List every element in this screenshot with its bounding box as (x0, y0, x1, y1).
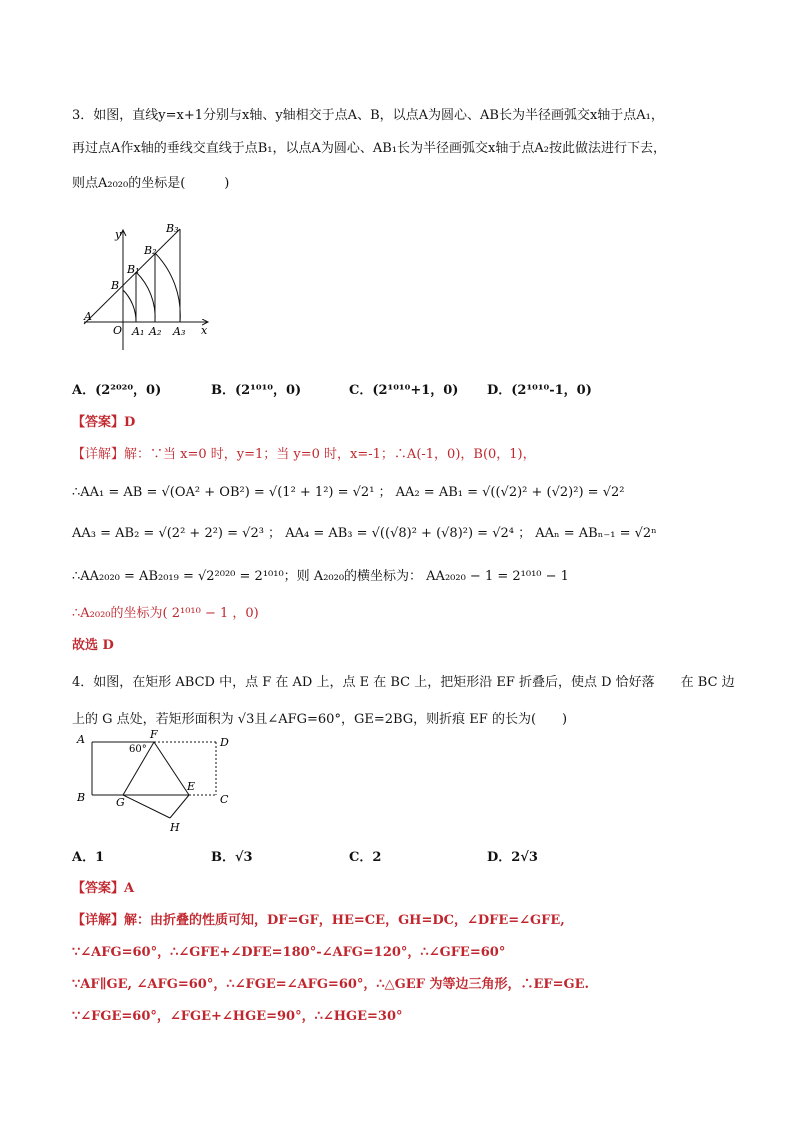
q3-line2: 再过点A作x轴的垂线交直线于点B₁，以点A为圆心、AB₁长为半径画弧交x轴于点A₂按此做法进行下去， (72, 141, 666, 156)
q3-arc-3 (155, 253, 180, 322)
q3-option-c[interactable]: C．(2¹⁰¹⁰+1，0) (349, 383, 459, 398)
q4-label-F: F (150, 728, 158, 741)
q4-label-A: A (77, 733, 85, 746)
q4-solution-3: ∵AF∥GE, ∠AFG=60°，∴∠FGE=∠AFG=60°，∴△GEF 为等边三角形，∴EF=GE. (72, 977, 590, 992)
q4-label-angle: 60° (129, 744, 147, 755)
q4-solution-1: 【详解】解：由折叠的性质可知，DF=GF，HE=CE，GH=DC，∠DFE=∠GFE, (72, 913, 565, 928)
q3-option-b[interactable]: B．(2¹⁰¹⁰，0) (211, 383, 302, 398)
q3-label-A2: A₂ (149, 325, 162, 338)
q3-solution-1: 【详解】解：∵当 x=0 时，y=1；当 y=0 时，x=-1；∴A(-1，0)，B(0，1)， (72, 447, 536, 462)
q4-option-b[interactable]: B．√3 (211, 850, 253, 865)
q3-label-B1: B₁ (127, 263, 140, 276)
q4-figure (74, 728, 244, 838)
q4-label-B: B (77, 791, 86, 804)
q3-label-A3: A₃ (173, 325, 186, 338)
q3-solution-5: ∴A₂₀₂₀的坐标为( 2¹⁰¹⁰ − 1 ，0) (72, 606, 259, 621)
q3-label-A: A (84, 310, 92, 323)
q3-label-B2: B₂ (144, 244, 157, 257)
q3-arc-2 (136, 272, 155, 322)
q4-answer: 【答案】A (72, 881, 135, 896)
q4-solution-2: ∵∠AFG=60°，∴∠GFE+∠DFE=180°-∠AFG=120°，∴∠GFE=60° (72, 945, 506, 960)
q4-label-E: E (187, 780, 196, 793)
q4-option-a[interactable]: A．1 (72, 850, 105, 865)
q3-arc-1 (123, 290, 136, 322)
q3-label-y: y (115, 228, 122, 241)
q4-seg-gh (123, 795, 170, 818)
q3-line3: 则点A₂₀₂₀的坐标是( ) (72, 176, 230, 191)
q4-seg-eh (170, 795, 189, 818)
q4-label-C: C (220, 793, 229, 806)
q3-answer: 【答案】D (72, 415, 136, 430)
q4-option-d[interactable]: D．2√3 (487, 850, 538, 865)
q3-figure (80, 222, 220, 354)
q4-label-H: H (170, 821, 180, 834)
q3-solution-2: ∴AA₁ = AB = √(OA² + OB²) = √(1² + 1²) = √2¹ ； AA₂ = AB₁ = √((√2)² + (√2)²) = √2² (72, 485, 625, 500)
q3-line1: 3．如图，直线y=x+1分别与x轴、y轴相交于点A、B，以点A为圆心、AB长为半径画弧交x轴于点A₁， (72, 108, 664, 123)
q4-option-c[interactable]: C．2 (349, 850, 382, 865)
q3-option-d[interactable]: D．(2¹⁰¹⁰-1，0) (487, 383, 592, 398)
q3-label-B3: B₃ (166, 222, 179, 235)
q3-line-y-x-plus-1 (84, 229, 180, 324)
q3-option-a[interactable]: A．(2²⁰²⁰，0) (72, 383, 162, 398)
q3-label-B: B (111, 279, 120, 292)
q3-conclusion: 故选 D (72, 638, 114, 653)
q4-label-G: G (116, 796, 125, 809)
q4-solution-4: ∵∠FGE=60°，∠FGE+∠HGE=90°，∴∠HGE=30° (72, 1009, 403, 1024)
q3-label-x: x (201, 324, 208, 337)
q4-line1: 4．如图，在矩形 ABCD 中，点 F 在 AD 上，点 E 在 BC 上，把矩形沿 EF 折叠后，使点 D 恰好落 在 BC 边 (72, 675, 735, 690)
q4-seg-fe (154, 742, 189, 795)
q3-solution-4: ∴AA₂₀₂₀ = AB₂₀₁₉ = √2²⁰²⁰ = 2¹⁰¹⁰；则 A₂₀₂₀的横坐标为： AA₂₀₂₀ − 1 = 2¹⁰¹⁰ − 1 (72, 569, 569, 584)
q3-label-O: O (113, 324, 123, 337)
q3-solution-3: AA₃ = AB₂ = √(2² + 2²) = √2³ ； AA₄ = AB₃ = √((√8)² + (√8)²) = √2⁴ ； AAₙ = ABₙ₋₁ = √2ⁿ (72, 526, 657, 541)
q4-label-D: D (220, 736, 229, 749)
q3-label-A1: A₁ (132, 325, 145, 338)
q4-line2: 上的 G 点处，若矩形面积为 √3且∠AFG=60°，GE=2BG，则折痕 EF 的长为( ) (72, 712, 568, 727)
